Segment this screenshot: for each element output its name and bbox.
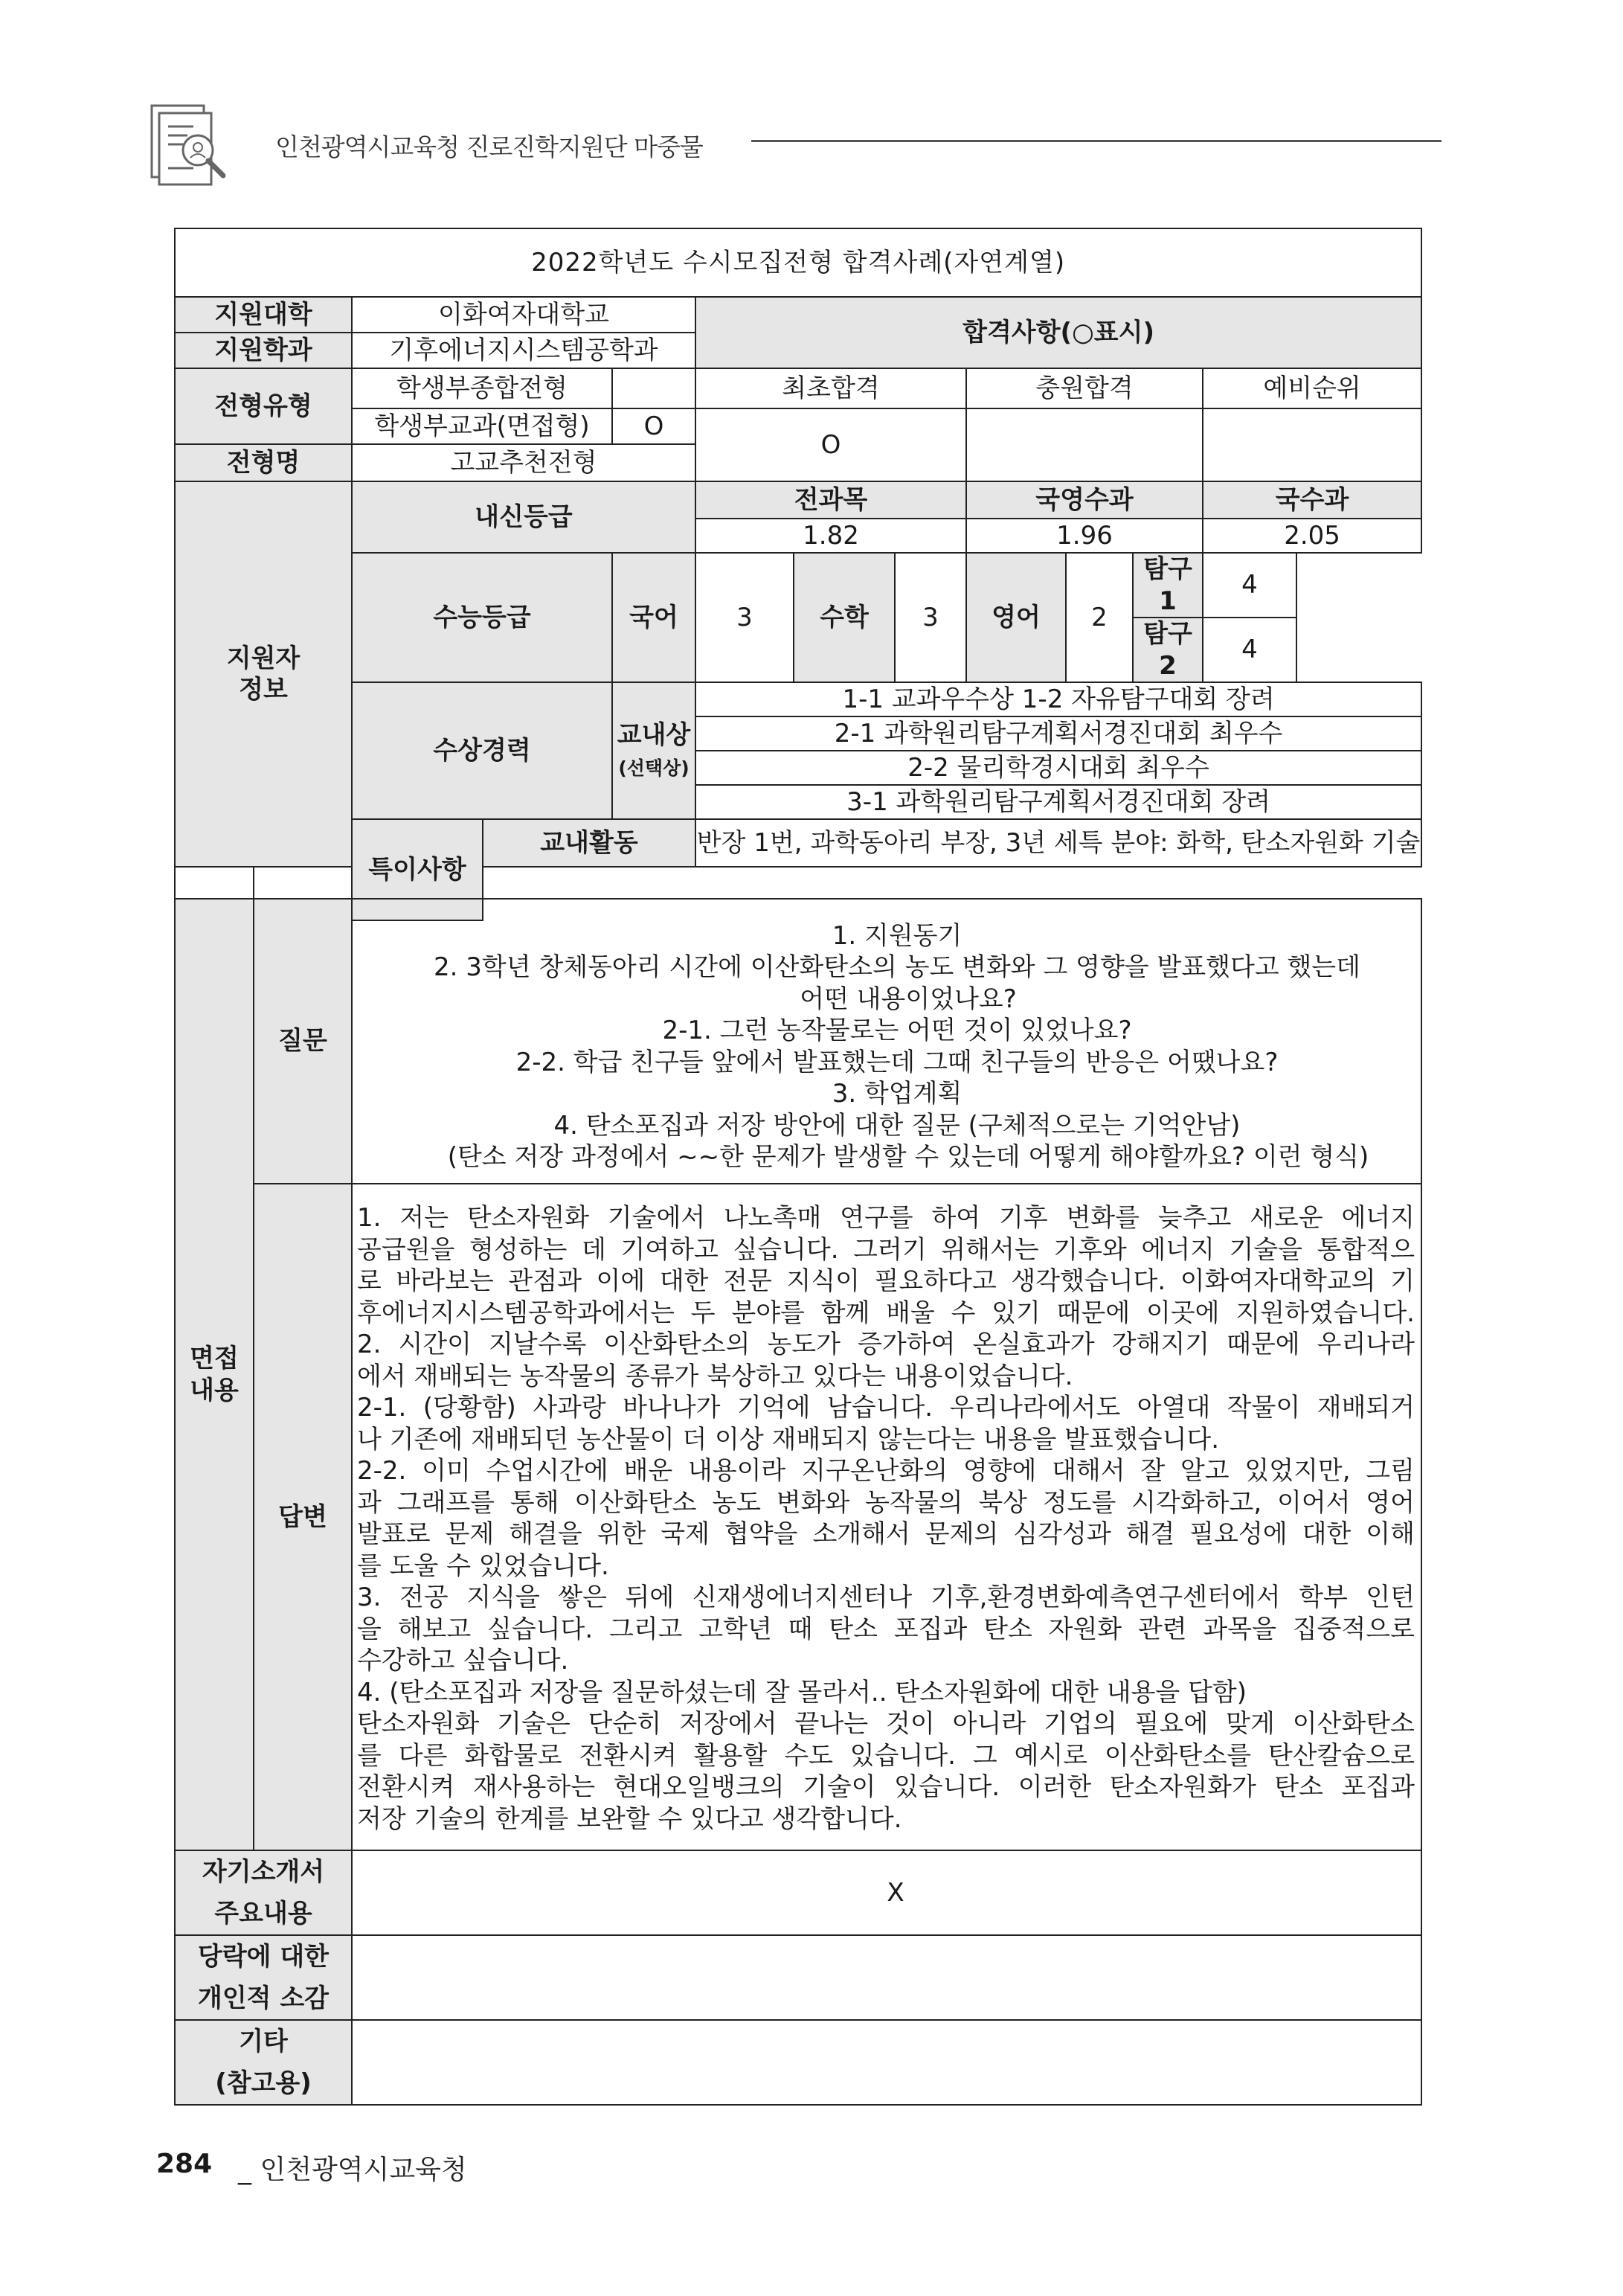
suneung-english-label: 영어 bbox=[966, 553, 1066, 682]
result-value-additional bbox=[966, 408, 1203, 481]
interview-label: 면접 내용 bbox=[175, 899, 254, 1850]
answer-line: 2. 시간이 지날수록 이산화탄소의 농도가 증가하여 온실효과가 강해지기 때문에 우리나라 bbox=[357, 1330, 1415, 1359]
result-value-first: O bbox=[695, 408, 966, 481]
answer-label: 답변 bbox=[254, 1184, 352, 1850]
grades-header-kemsci: 국영수과 bbox=[966, 481, 1203, 519]
answer-line: 1. 저는 탄소자원화 기술에서 나노촉매 연구를 하여 기후 변화를 늦추고 새로운 에너지 bbox=[357, 1203, 1415, 1233]
answer-line: 를 다른 화합물로 전환시켜 활용할 수도 있습니다. 그 예시로 이산화탄소를 탄산칼슘으로 bbox=[357, 1740, 1415, 1771]
question-item: 2-1. 그런 농작물로는 어떤 것이 있었나요? bbox=[662, 1016, 1132, 1045]
question-list bbox=[352, 899, 1421, 1184]
answer-line: 을 해보고 싶습니다. 그리고 고학년 때 탄소 포집과 탄소 자원화 관련 과목을 집중적으로 bbox=[357, 1614, 1415, 1644]
answer-line: 에서 재배되는 농작물의 종류가 북상하고 있다는 내용이었습니다. bbox=[357, 1361, 1073, 1391]
admission-type-label: 전형유형 bbox=[175, 368, 352, 444]
grades-value-kmsci: 2.05 bbox=[1203, 519, 1421, 553]
grades-value-all: 1.82 bbox=[695, 519, 966, 553]
header-text: 인천광역시교육청 진로진학지원단 마중물 bbox=[275, 132, 703, 161]
question-item: 어떤 내용이었나요? bbox=[800, 984, 1017, 1014]
admission-name-value: 고교추천전형 bbox=[352, 444, 695, 481]
answer-line: 탄소자원화 기술은 단순히 저장에서 끝나는 것이 아니라 기업의 필요에 맞게 이산화탄소 bbox=[357, 1709, 1415, 1739]
admission-name-label: 전형명 bbox=[175, 444, 352, 481]
question-item: 2. 3학년 창체동아리 시간에 이산화탄소의 농도 변화와 그 영향을 발표했다고 했는데 bbox=[434, 952, 1360, 982]
suneung-english-value: 2 bbox=[1066, 553, 1133, 682]
question-label: 질문 bbox=[254, 899, 352, 1184]
answer-line: 4. (탄소포집과 저장을 질문하셨는데 잘 몰라서.. 탄소자원화에 대한 내용을 답함) bbox=[357, 1677, 1247, 1707]
result-label: 합격사항(○표시) bbox=[695, 297, 1421, 368]
admission-type-option: 학생부종합전형 bbox=[352, 368, 612, 408]
page-number: 284 bbox=[156, 2149, 213, 2179]
result-header-waitlist: 예비순위 bbox=[1203, 368, 1421, 408]
answer-line: 저장 기술의 한계를 보완할 수 있다고 생각합니다. bbox=[357, 1803, 902, 1834]
suneung-korean-value: 3 bbox=[695, 553, 794, 682]
self-intro-value: X bbox=[352, 1850, 1421, 1935]
answer-line: 로 바라보는 관점과 이에 대한 전문 지식이 필요하다고 생각했습니다. 이화여자대학교의 기 bbox=[357, 1266, 1415, 1296]
question-item: 3. 학업계획 bbox=[832, 1079, 962, 1109]
result-header-first: 최초합격 bbox=[695, 368, 966, 408]
etc-value bbox=[352, 2020, 1421, 2105]
applicant-info-label: 지원자 정보 bbox=[175, 481, 352, 867]
grades-header-kmsci: 국수과 bbox=[1203, 481, 1421, 519]
question-item: 4. 탄소포집과 저장 방안에 대한 질문 (구체적으로는 기억안남) bbox=[553, 1110, 1241, 1141]
suneung-inquiry1-value: 4 bbox=[1203, 553, 1296, 618]
opinion-value bbox=[352, 1935, 1421, 2020]
self-intro-label: 자기소개서 주요내용 bbox=[175, 1850, 352, 1935]
university-value: 이화여자대학교 bbox=[352, 297, 695, 333]
result-value-waitlist bbox=[1203, 408, 1421, 481]
answer-line: 전환시켜 재사용하는 현대오일뱅크의 기술이 있습니다. 이러한 탄소자원화가 탄소 포집과 bbox=[357, 1772, 1415, 1802]
answer-line: 발표로 문제 해결을 위한 국제 협약을 소개해서 문제의 심각성과 해결 필요성에 대한 이해 bbox=[357, 1519, 1415, 1549]
awards-type-label: 교내상 (선택상) bbox=[612, 682, 695, 819]
grades-value-kemsci: 1.96 bbox=[966, 519, 1203, 553]
answer-text bbox=[352, 1184, 1421, 1850]
etc-label: 기타 (참고용) bbox=[175, 2020, 352, 2105]
document-search-icon bbox=[149, 103, 237, 190]
special-notes-label: 특이사항 bbox=[352, 819, 483, 920]
answer-line: 공급원을 형성하는 데 기여하고 싶습니다. 그러기 위해서는 기후와 에너지 기술을 통합적으 bbox=[357, 1234, 1415, 1265]
result-header-additional: 충원합격 bbox=[966, 368, 1203, 408]
university-label: 지원대학 bbox=[175, 297, 352, 333]
award-item: 1-1 교과우수상 1-2 자유탐구대회 장려 bbox=[695, 682, 1421, 716]
suneung-label: 수능등급 bbox=[352, 553, 612, 682]
answer-line: 3. 전공 지식을 쌓은 뒤에 신재생에너지센터나 기후,환경변화예측연구센터에서 학부 인턴 bbox=[357, 1582, 1415, 1612]
award-item: 2-1 과학원리탐구계획서경진대회 최우수 bbox=[695, 716, 1421, 751]
question-item: 1. 지원동기 bbox=[832, 920, 962, 951]
suneung-math-value: 3 bbox=[895, 553, 966, 682]
answer-line: 를 도울 수 있었습니다. bbox=[357, 1551, 609, 1581]
footer-text: _ 인천광역시교육청 bbox=[238, 2155, 467, 2185]
in-school-activity-label: 교내활동 bbox=[483, 819, 695, 867]
question-item: 2-2. 학급 친구들 앞에서 발표했는데 그때 친구들의 반응은 어땠나요? bbox=[515, 1047, 1279, 1077]
admission-case-table bbox=[174, 228, 1422, 921]
major-label: 지원학과 bbox=[175, 333, 352, 368]
answer-line: 나 기존에 재배되던 농산물이 더 이상 재배되지 않는다는 내용을 발표했습니다. bbox=[357, 1424, 1220, 1455]
suneung-inquiry2-value: 4 bbox=[1203, 618, 1296, 682]
answer-line: 후에너지시스템공학과에서는 두 분야를 함께 배울 수 있기 때문에 이곳에 지원하였습니다. bbox=[357, 1298, 1415, 1328]
suneung-korean-label: 국어 bbox=[612, 553, 695, 682]
question-item: (탄소 저장 과정에서 ~~한 문제가 발생할 수 있는데 어떻게 해야할까요? 이런 형식) bbox=[447, 1142, 1369, 1172]
admission-type-option: 학생부교과(면접형) bbox=[352, 408, 612, 444]
in-school-activity-value: 반장 1번, 과학동아리 부장, 3년 세특 분야: 화학, 탄소자원화 기술 bbox=[695, 819, 1421, 867]
grades-header-all: 전과목 bbox=[695, 481, 966, 519]
admission-type-mark bbox=[612, 368, 695, 408]
admission-type-mark: O bbox=[612, 408, 695, 444]
award-item: 3-1 과학원리탐구계획서경진대회 장려 bbox=[695, 785, 1421, 819]
suneung-math-label: 수학 bbox=[794, 553, 895, 682]
page-title: 2022학년도 수시모집전형 합격사례(자연계열) bbox=[175, 228, 1421, 297]
answer-line: 과 그래프를 통해 이산화탄소 농도 변화와 농작물의 북상 정도를 시각화하고, 이어서 영어 bbox=[357, 1487, 1415, 1518]
header-rule bbox=[751, 140, 1442, 142]
major-value: 기후에너지시스템공학과 bbox=[352, 333, 695, 368]
suneung-inquiry1-label: 탐구 1 bbox=[1133, 553, 1203, 618]
suneung-inquiry2-label: 탐구 2 bbox=[1133, 618, 1203, 682]
grades-label: 내신등급 bbox=[352, 481, 695, 553]
answer-line: 2-1. (당황함) 사과랑 바나나가 기억에 남습니다. 우리나라에서도 아열대 작물이 재배되거 bbox=[357, 1393, 1415, 1423]
awards-label: 수상경력 bbox=[352, 682, 612, 819]
answer-line: 2-2. 이미 수업시간에 배운 내용이라 지구온난화의 영향에 대해서 잘 알고 있었지만, 그림 bbox=[357, 1456, 1415, 1486]
award-item: 2-2 물리학경시대회 최우수 bbox=[695, 751, 1421, 785]
interview-table bbox=[174, 898, 1422, 2106]
answer-line: 수강하고 싶습니다. bbox=[357, 1646, 569, 1675]
opinion-label: 당락에 대한 개인적 소감 bbox=[175, 1935, 352, 2020]
